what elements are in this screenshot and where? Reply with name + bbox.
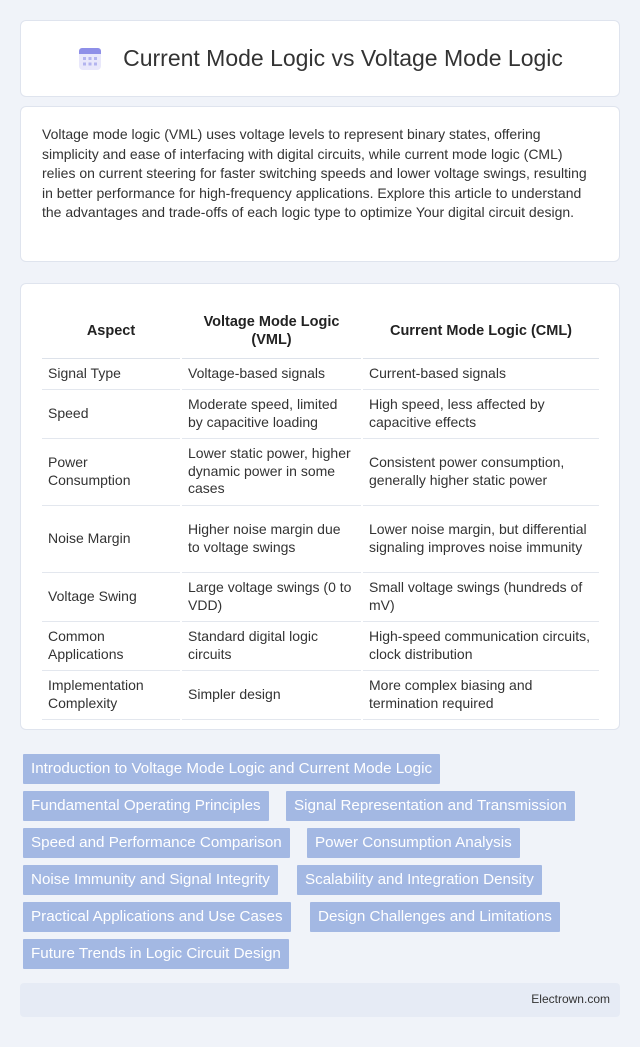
cell-aspect: Noise Margin (42, 505, 181, 572)
title-card (20, 20, 620, 97)
intro-card (20, 106, 620, 262)
tag-power-consumption[interactable]: Power Consumption Analysis (307, 828, 520, 858)
table-row (42, 505, 599, 572)
table-header-row (42, 302, 599, 358)
cell-aspect: Speed (42, 389, 181, 438)
cell-vml: Moderate speed, limited by capacitive loading (181, 389, 362, 438)
header-vml: Voltage Mode Logic (VML) (181, 302, 362, 358)
cell-cml: High-speed communication circuits, clock distribution (362, 621, 599, 670)
table-row (42, 438, 599, 505)
tag-speed-performance[interactable]: Speed and Performance Comparison (23, 828, 290, 858)
tag-fundamental-principles[interactable]: Fundamental Operating Principles (23, 791, 269, 821)
cell-cml: Small voltage swings (hundreds of mV) (362, 572, 599, 621)
table-row (42, 358, 599, 389)
cell-aspect: Power Consumption (42, 438, 181, 505)
footer (20, 983, 620, 1017)
cell-cml: Consistent power consumption, generally higher static power (362, 438, 599, 505)
cell-cml: Current-based signals (362, 358, 599, 389)
cell-vml: Standard digital logic circuits (181, 621, 362, 670)
footer-source: Electrown.com (531, 992, 610, 1006)
comparison-table-card (20, 283, 620, 730)
cell-aspect: Voltage Swing (42, 572, 181, 621)
cell-vml: Higher noise margin due to voltage swings (181, 505, 362, 572)
cell-aspect: Implementation Complexity (42, 670, 181, 719)
cell-aspect: Common Applications (42, 621, 181, 670)
tag-introduction[interactable]: Introduction to Voltage Mode Logic and Current Mode Logic (23, 754, 440, 784)
cell-cml: Lower noise margin, but differential signaling improves noise immunity (362, 505, 599, 572)
tag-scalability[interactable]: Scalability and Integration Density (297, 865, 542, 895)
intro-paragraph: Voltage mode logic (VML) uses voltage levels to represent binary states, offering simplicity and ease of interfacing with digital circuits, while current mode logic (CML) relies on current steering for faster switching speeds and lower voltage swings, resulting in better performance for high-frequency applications. Explore this article to understand the advantages and trade-offs of each logic type to optimize Your digital circuit design. (42, 126, 587, 221)
table-row (42, 572, 599, 621)
cell-cml: More complex biasing and termination required (362, 670, 599, 719)
cell-vml: Simpler design (181, 670, 362, 719)
tag-future-trends[interactable]: Future Trends in Logic Circuit Design (23, 939, 289, 969)
table-row (42, 389, 599, 438)
page-title: Current Mode Logic vs Voltage Mode Logic (123, 45, 563, 71)
cell-vml: Voltage-based signals (181, 358, 362, 389)
cell-vml: Lower static power, higher dynamic power in some cases (181, 438, 362, 505)
cell-aspect: Signal Type (42, 358, 181, 389)
tag-noise-immunity[interactable]: Noise Immunity and Signal Integrity (23, 865, 278, 895)
cell-vml: Large voltage swings (0 to VDD) (181, 572, 362, 621)
header-cml: Current Mode Logic (CML) (362, 302, 599, 358)
tag-practical-applications[interactable]: Practical Applications and Use Cases (23, 902, 291, 932)
table-row (42, 621, 599, 670)
header-aspect: Aspect (42, 302, 181, 358)
tag-design-challenges[interactable]: Design Challenges and Limitations (310, 902, 560, 932)
cell-cml: High speed, less affected by capacitive effects (362, 389, 599, 438)
tag-signal-representation[interactable]: Signal Representation and Transmission (286, 791, 575, 821)
table-row (42, 670, 599, 719)
table-icon (77, 46, 103, 72)
comparison-table (42, 302, 599, 720)
